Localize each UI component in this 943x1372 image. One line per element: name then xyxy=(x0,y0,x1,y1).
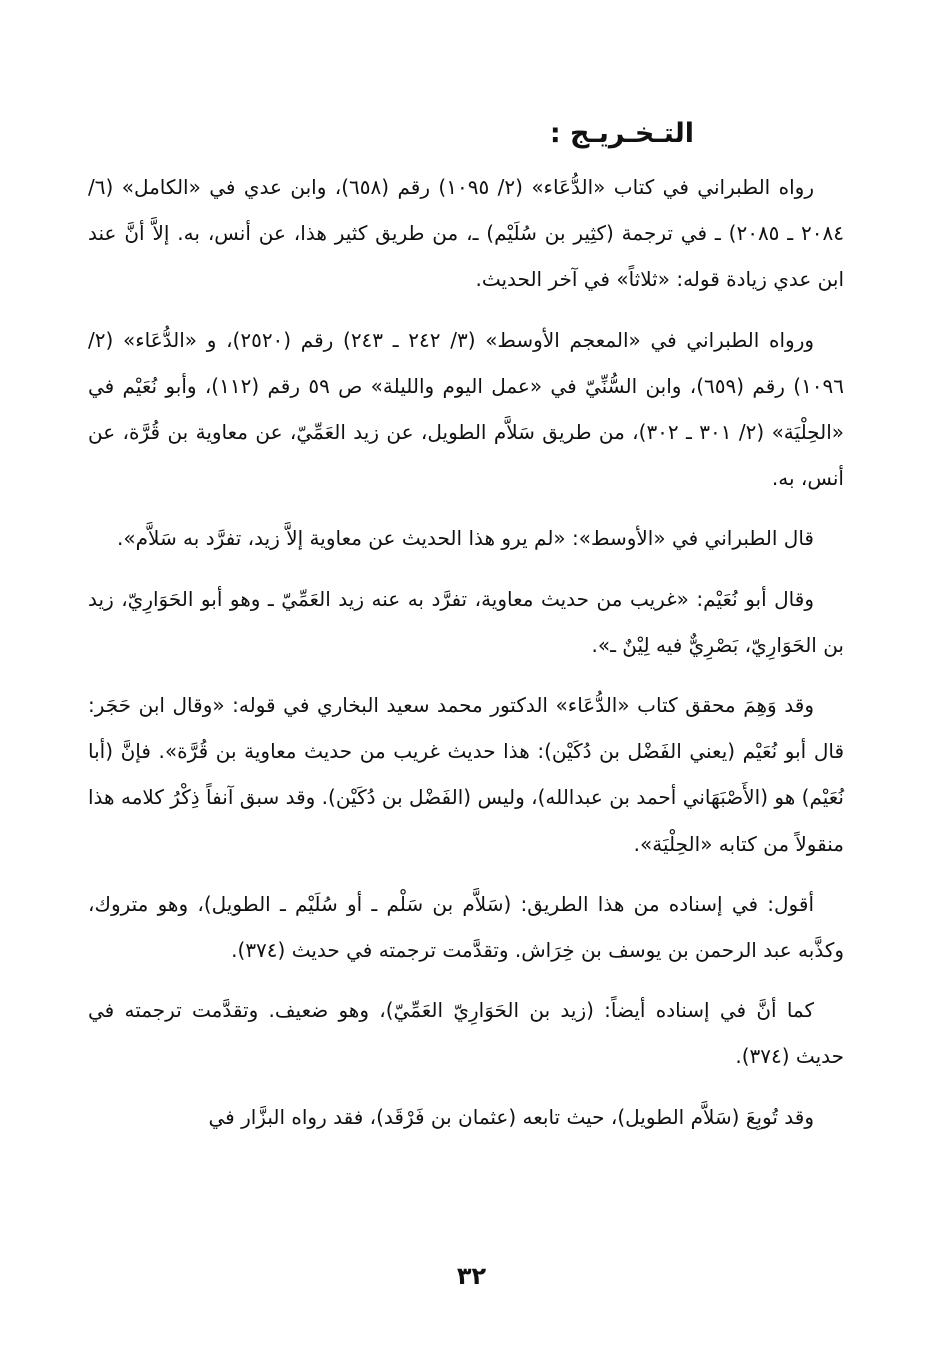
paragraph-7: كما أنَّ في إسناده أيضاً: (زيد بن الحَوَارِيّ العَمِّيّ)، وهو ضعيف. وتقدَّمت ترجمته في حديث (٣٧٤). xyxy=(88,998,844,1069)
section-heading: التـخـريـج : xyxy=(549,118,694,149)
page-number: ٣٢ xyxy=(456,1262,487,1290)
paragraph-4: وقال أبو نُعَيْم: «غريب من حديث معاوية، تفرَّد به عنه زيد العَمِّيّ ـ وهو أبو الحَوَارِيّ، زيد بن الحَوَارِيّ، بَصْرِيٌّ فيه لِيْنٌ ـ». xyxy=(88,586,844,657)
paragraph-8: وقد تُوبِعَ (سَلاَّم الطويل)، حيث تابعه (عثمان بن فَرْقَد)، فقد رواه البزَّار في xyxy=(208,1104,814,1129)
page-body xyxy=(88,108,844,1154)
paragraph-1: رواه الطبراني في كتاب «الدُّعَاء» (٢/ ١٠٩٥) رقم (٦٥٨)، وابن عدي في «الكامل» (٦/ ٢٠٨٤ ـ ٢٠٨٥) ـ في ترجمة (كثِير بن سُلَيْم) ـ، من طريق كثير هذا، عن أنس، به. إلاَّ أنَّ عند ابن عدي زيادة قوله: «ثلاثاً» في آخر الحديث. xyxy=(88,175,844,292)
paragraph-3: قال الطبراني في «الأوسط»: «لم يرو هذا الحديث عن معاوية إلاَّ زيد، تفرَّد به سَلاَّم». xyxy=(117,526,814,551)
paragraph-6: أقول: في إسناده من هذا الطريق: (سَلاَّم بن سَلْم ـ أو سُلَيْم ـ الطويل)، وهو متروك، وكذَّبه عبد الرحمن بن يوسف بن خِرَاش. وتقدَّمت ترجمته في حديث (٣٧٤). xyxy=(88,891,844,963)
paragraph-5: وقد وَهِمَ محقق كتاب «الدُّعَاء» الدكتور محمد سعيد البخاري في قوله: «وقال ابن حَجَر: قال أبو نُعَيْم (يعني الفَضْل بن دُكَيْن): هذا حديث غريب من حديث معاوية بن قُرَّة». فإنَّ (أبا نُعَيْم) هو (الأَصْبَهَاني أحمد بن عبدالله)، وليس (الفَضْل بن دُكَيْن). وقد سبق آنفاً ذِكْرُ كلامه هذا منقولاً من كتابه «الحِلْيَة». xyxy=(88,693,844,856)
paragraph-2: ورواه الطبراني في «المعجم الأوسط» (٣/ ٢٤٢ ـ ٢٤٣) رقم (٢٥٢٠)، و «الدُّعَاء» (٢/ ١٠٩٦) رقم (٦٥٩)، وابن السُّنِّيّ في «عمل اليوم والليلة» ص ٥٩ رقم (١١٢)، وأبو نُعَيْم في «الحِلْيَة» (٢/ ٣٠١ ـ ٣٠٢)، من طريق سَلاَّم الطويل، عن زيد العَمِّيّ، عن معاوية بن قُرَّة، عن أنس، به. xyxy=(88,327,845,491)
